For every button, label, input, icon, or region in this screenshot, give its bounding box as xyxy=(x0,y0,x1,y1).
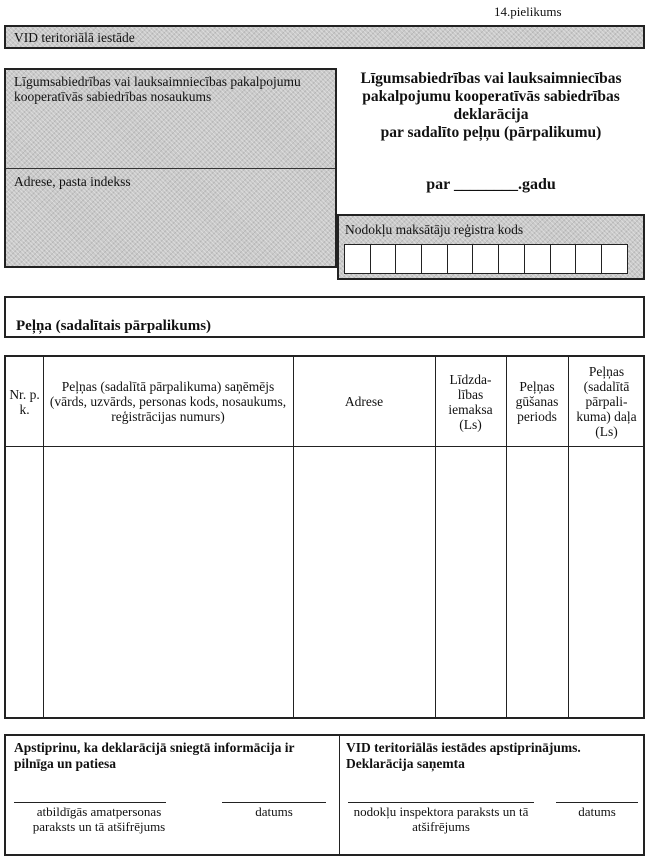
signature-divider xyxy=(339,736,340,854)
title-line-2: pakalpojumu kooperatīvās sabiedrības xyxy=(362,88,620,105)
tax-code-cell[interactable] xyxy=(421,244,448,274)
tax-code-cell[interactable] xyxy=(395,244,422,274)
company-info-panel xyxy=(4,68,337,268)
declaration-title xyxy=(337,68,645,142)
header-period: Peļņas gūšanas periods xyxy=(515,379,559,424)
profit-section xyxy=(4,296,645,338)
inspector-date-line[interactable] xyxy=(556,802,638,803)
title-line-4: par sadalīto peļņu (pārpalikumu) xyxy=(380,124,602,141)
header-row-number: Nr. p. k. xyxy=(9,386,40,417)
annex-number: 14.pielikums xyxy=(494,4,562,19)
recipients-table xyxy=(4,355,645,719)
declaration-year[interactable]: par ________.gadu xyxy=(426,176,556,193)
address-field[interactable]: Adrese, pasta indekss xyxy=(14,174,131,189)
vid-office-label: VID teritoriālā iestāde xyxy=(14,30,135,45)
tax-code-cell[interactable] xyxy=(550,244,577,274)
tax-code-cell[interactable] xyxy=(472,244,499,274)
profit-share-cell[interactable] xyxy=(569,447,645,717)
tax-code-cell[interactable] xyxy=(447,244,474,274)
tax-code-cell[interactable] xyxy=(524,244,551,274)
inspector-signature-caption: nodokļu inspektora paraksts un tā atšifrējums xyxy=(353,804,529,834)
header-address: Adrese xyxy=(344,394,384,409)
tax-code-cell[interactable] xyxy=(498,244,525,274)
vid-approval-heading: VID teritoriālās iestādes apstiprinājums. Deklarācija saņemta xyxy=(346,740,581,771)
header-contribution: Līdzda-lības iemaksa (Ls) xyxy=(448,371,493,432)
tax-code-cell[interactable] xyxy=(575,244,602,274)
row-number-cell[interactable] xyxy=(6,447,43,717)
panel-divider xyxy=(6,168,335,169)
profit-section-title: Peļņa (sadalītais pārpalikums) xyxy=(16,318,212,334)
official-date-caption: datums xyxy=(255,804,293,819)
tax-code-cell[interactable] xyxy=(370,244,397,274)
address-cell[interactable] xyxy=(294,447,435,717)
tax-code-label: Nodokļu maksātāju reģistra kods xyxy=(345,222,524,237)
recipient-cell[interactable] xyxy=(44,447,293,717)
period-cell[interactable] xyxy=(507,447,568,717)
header-profit-share: Peļņas (sadalītā pārpali-kuma) daļa (Ls) xyxy=(576,364,637,439)
official-signature-line[interactable] xyxy=(14,802,166,803)
inspector-signature-line[interactable] xyxy=(348,802,534,803)
vid-office-field[interactable] xyxy=(4,25,645,49)
company-name-field[interactable]: Līgumsabiedrības vai lauksaimniecības pakalpojumu kooperatīvās sabiedrības nosaukums xyxy=(14,74,301,104)
tax-code-box xyxy=(337,214,645,280)
official-signature-caption: atbildīgās amatpersonas paraksts un tā atšifrējums xyxy=(32,804,166,834)
official-date-line[interactable] xyxy=(222,802,326,803)
tax-code-cells xyxy=(344,244,627,274)
tax-code-cell[interactable] xyxy=(601,244,628,274)
tax-code-cell[interactable] xyxy=(344,244,371,274)
confirmation-heading: Apstiprinu, ka deklarācijā sniegtā informācija ir pilnīga un patiesa xyxy=(14,740,295,771)
contribution-cell[interactable] xyxy=(436,447,506,717)
title-line-3: deklarācija xyxy=(453,106,529,123)
inspector-date-caption: datums xyxy=(578,804,616,819)
title-line-1: Līgumsabiedrības vai lauksaimniecības xyxy=(360,70,622,87)
header-recipient: Peļņas (sadalītā pārpalikuma) saņēmējs (vārds, uzvārds, personas kods, nosaukums, reģistrācijas numurs) xyxy=(49,379,287,424)
signature-section xyxy=(4,734,645,856)
